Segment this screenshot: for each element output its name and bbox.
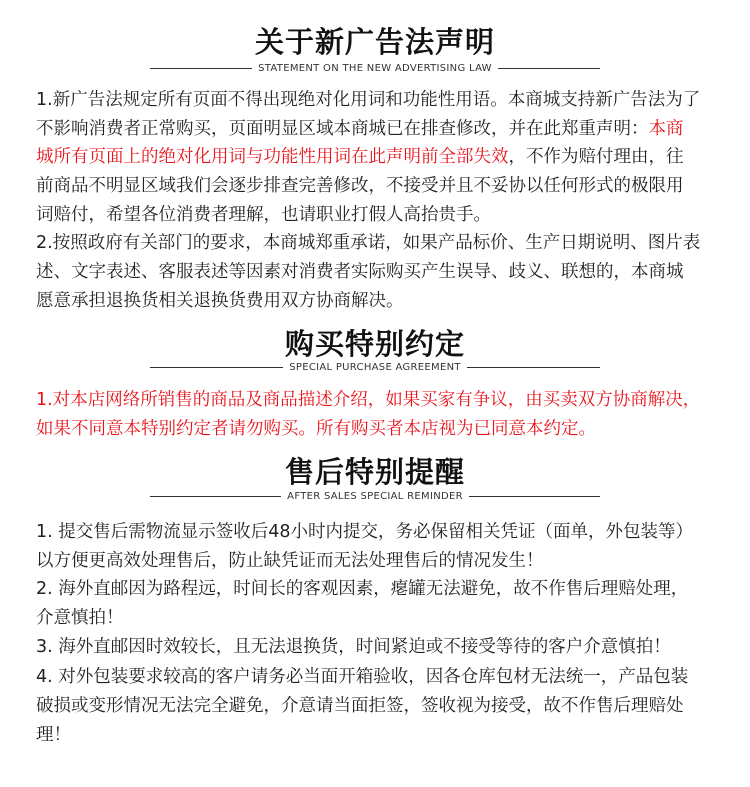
body-text: 3. 海外直邮因时效较长，且无法退换货，时间紧迫或不接受等待的客户介意慎拍！ (36, 636, 671, 657)
text-line (36, 415, 726, 444)
highlighted-text: 1.对本店网络所销售的商品及商品描述介绍，如果买家有争议，由买卖双方协商解决， (36, 390, 701, 410)
text-line (36, 258, 726, 287)
text-line (36, 547, 726, 576)
highlighted-text: 城所有页面上的绝对化用词与功能性用词在此声明前全部失效 (36, 147, 509, 168)
text-line (36, 386, 726, 415)
text-line (36, 287, 726, 316)
divider (150, 367, 283, 368)
divider (150, 68, 252, 69)
body-text: 破损或变形情况无法完全避免，介意请当面拒签，签收视为接受，故不作售后理赔处 (36, 696, 684, 717)
text-line (36, 115, 726, 144)
text-line (36, 172, 726, 201)
body-text: 前商品不明显区域我们会逐步排查完善修改，不接受并且不妥协以任何形式的极限用 (36, 176, 684, 197)
body-text: 词赔付，希望各位消费者理解，也请职业打假人高抬贵手。 (36, 204, 491, 225)
text-line (36, 692, 726, 721)
divider (469, 496, 600, 497)
text-line (36, 518, 726, 547)
body-text: 4. 对外包装要求较高的客户请务必当面开箱验收，因各仓库包材无法统一，产品包装 (36, 667, 689, 688)
body-text: 2. 海外直邮因为路程远，时间长的客观因素，瘪罐无法避免，故不作售后理赔处理， (36, 579, 689, 600)
section-body (36, 386, 726, 443)
text-line (36, 663, 726, 692)
section-title: 售后特别提醒 (284, 455, 465, 489)
divider (150, 496, 281, 497)
body-text: 介意慎拍！ (36, 608, 124, 629)
section-subtitle: SPECIAL PURCHASE AGREEMENT (150, 362, 600, 373)
body-text: 愿意承担退换货相关退换货费用双方协商解决。 (36, 290, 404, 311)
text-line (36, 143, 726, 172)
body-text: 理！ (36, 724, 71, 745)
text-line (36, 229, 726, 258)
divider (498, 68, 600, 69)
highlighted-text: 如果不同意本特别约定者请勿购买。所有购买者本店视为已同意本约定。 (36, 418, 596, 439)
body-text: 1. 提交售后需物流显示签收后48小时内提交，务必保留相关凭证（面单，外包装等） (36, 522, 694, 542)
text-line (36, 604, 726, 633)
section-body (36, 86, 726, 316)
body-text: 不影响消费者正常购买，页面明显区域本商城已在排查修改，并在此郑重声明： (36, 118, 649, 139)
text-line (36, 633, 726, 662)
body-text: ，不作为赔付理由，往 (508, 147, 684, 168)
section-subtitle: STATEMENT ON THE NEW ADVERTISING LAW (150, 63, 600, 74)
text-line (36, 575, 726, 604)
text-line (36, 201, 726, 230)
text-line (36, 721, 726, 750)
body-text: 述、文字表述、客服表述等因素对消费者实际购买产生误导、歧义、联想的，本商城 (36, 262, 684, 283)
section-subtitle: AFTER SALES SPECIAL REMINDER (150, 491, 600, 502)
section-body (36, 518, 726, 750)
body-text: 以方便更高效处理售后，防止缺凭证而无法处理售后的情况发生！ (36, 550, 544, 571)
highlighted-text: 本商 (648, 118, 684, 139)
section-title: 关于新广告法声明 (254, 25, 495, 59)
section-title: 购买特别约定 (284, 327, 465, 361)
divider (467, 367, 600, 368)
body-text: 1.新广告法规定所有页面不得出现绝对化用词和功能性用语。本商城支持新广告法为了 (36, 90, 701, 110)
text-line (36, 86, 726, 115)
body-text: 2.按照政府有关部门的要求，本商城郑重承诺，如果产品标价、生产日期说明、图片表 (36, 233, 701, 254)
